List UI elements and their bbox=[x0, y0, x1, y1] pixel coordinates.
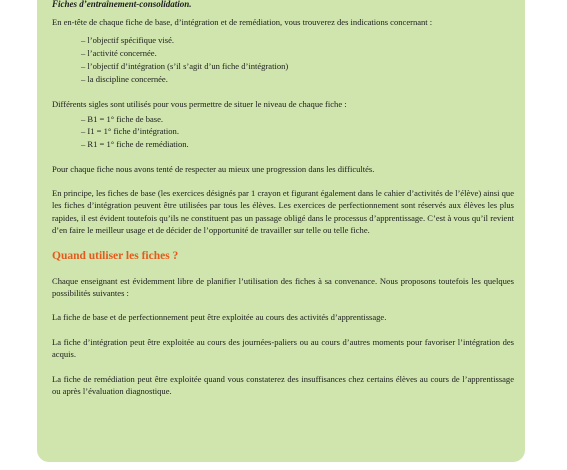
list-item: – B1 = 1° fiche de base. bbox=[81, 113, 514, 126]
sigles-intro-paragraph: Différents sigles sont utilisés pour vous permettre de situer le niveau de chaque fiche : bbox=[52, 99, 347, 110]
section-heading-fiches: Fiches d’entraînement-consolidation. bbox=[52, 0, 192, 9]
intro-paragraph: En en-tête de chaque fiche de base, d’intégration et de remédiation, vous trouverez des indications concernant : bbox=[52, 17, 433, 27]
list-item: – R1 = 1° fiche de remédiation. bbox=[81, 138, 514, 151]
list-item: – I1 = 1° fiche d’intégration. bbox=[81, 125, 514, 138]
progression-paragraph: Pour chaque fiche nous avons tenté de respecter au mieux une progression dans les difficultés. bbox=[52, 163, 375, 174]
paragraph-fiche-remediation: La fiche de remédiation peut être exploitée quand vous constaterez des insuffisances chez certains élèves au cours de l’apprentissage ou après l’évaluation diagnostique. bbox=[52, 373, 514, 397]
sigles-block bbox=[52, 98, 514, 150]
section-title-quand-utiliser: Quand utiliser les fiches ? bbox=[52, 249, 179, 262]
list-item: – l’objectif spécifique visé. bbox=[81, 34, 514, 47]
list-item: – la discipline concernée. bbox=[81, 73, 514, 86]
document-body bbox=[52, 0, 514, 409]
list-item: – l’objectif d’intégration (s’il s’agit d’un fiche d’intégration) bbox=[81, 60, 514, 73]
intro-block bbox=[52, 16, 514, 86]
indications-list bbox=[81, 34, 514, 86]
list-item: – l’activité concernée. bbox=[81, 47, 514, 60]
paragraph-fiche-base: La fiche de base et de perfectionnement peut être exploitée au cours des activités d’apprentissage. bbox=[52, 312, 387, 323]
paragraph-possibilites: Chaque enseignant est évidemment libre de planifier l’utilisation des fiches à sa convenance. Nous proposons toutefois les quelques possibilités suivantes : bbox=[52, 275, 514, 299]
sigles-list bbox=[81, 113, 514, 151]
paragraph-fiche-integration: La fiche d’intégration peut être exploitée au cours des journées-paliers ou au cours d’autres moments pour favoriser l’intégration des acquis. bbox=[52, 336, 514, 360]
principe-paragraph: En principe, les fiches de base (les exercices désignés par 1 crayon et figurant également dans le cahier d’activités de l’élève) ainsi que les fiches d’intégration peuvent être utilisées par tous les élèves. Les exercices de perfectionnement sont réservés aux élèves les plus rapides, il est évident toutefois qu’ils ne constituent pas un passage obligé dans le processus d’apprentissage. C’est à vous qu’il revient d’en faire le meilleur usage et de décider de l’opportunité de travailler sur telle ou telle fiche. bbox=[52, 188, 514, 236]
